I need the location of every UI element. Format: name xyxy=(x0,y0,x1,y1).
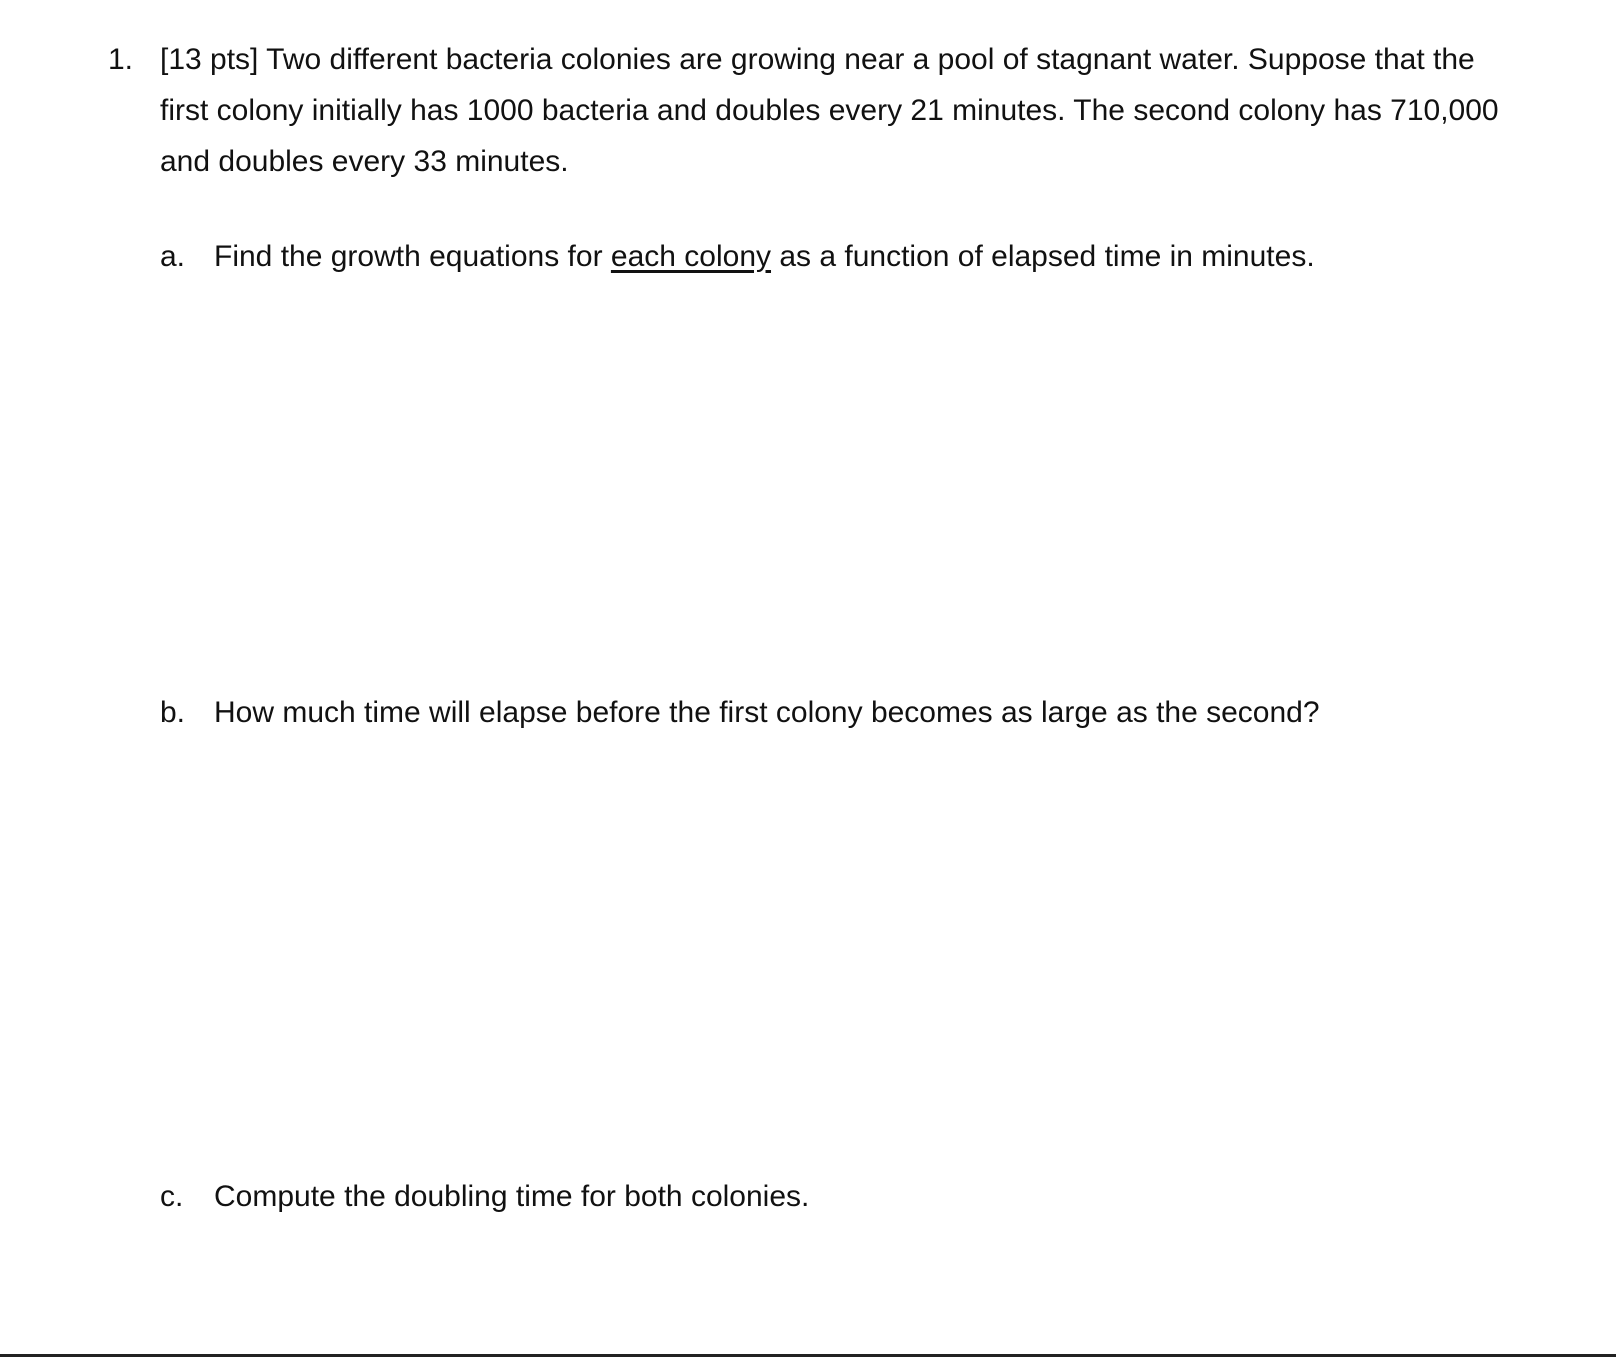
part-a xyxy=(160,237,1315,277)
part-a-label: a. xyxy=(160,240,186,273)
problem-number: 1. xyxy=(108,43,134,76)
part-b xyxy=(160,693,1320,733)
part-c-label: c. xyxy=(160,1180,184,1213)
part-c-question: Compute the doubling time for both colonies. xyxy=(214,1180,810,1213)
part-a-text-before: Find the growth equations for xyxy=(214,240,611,273)
part-b-label: b. xyxy=(160,696,186,729)
part-a-underlined-text: each colony xyxy=(610,240,772,273)
part-c xyxy=(160,1177,809,1217)
bottom-divider xyxy=(0,1354,1616,1357)
part-a-question xyxy=(214,240,1315,273)
part-b-question: How much time will elapse before the first colony becomes as large as the second? xyxy=(214,696,1320,729)
problem-statement: [13 pts] Two different bacteria colonies are growing near a pool of stagnant water. Suppose that the first colony initially has 1000 bacteria and doubles every 21 minutes. The second colony has 710,000 and doubles every 33 minutes. xyxy=(160,43,1499,178)
part-a-text-after: as a function of elapsed time in minutes. xyxy=(771,240,1315,273)
